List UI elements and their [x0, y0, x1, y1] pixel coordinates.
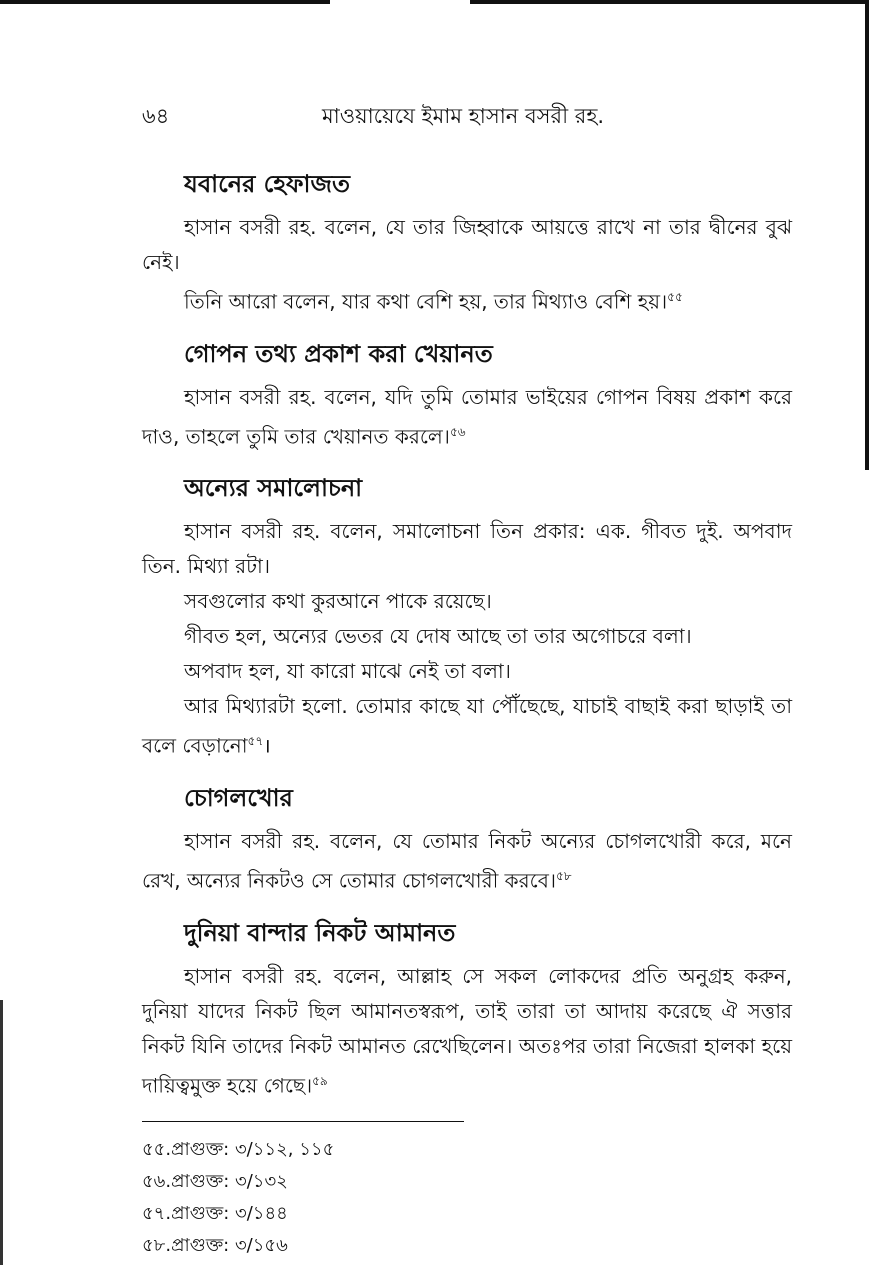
section: [142, 168, 792, 320]
paragraph: [142, 959, 792, 1104]
page-number: ৬৪: [142, 104, 170, 128]
paragraph: [142, 654, 792, 689]
footnote-divider: [142, 1121, 464, 1122]
section: [142, 338, 792, 455]
paragraph-text: হাসান বসরী রহ. বলেন, যে তার জিহ্বাকে আয়ত্তে রাখে না তার দ্বীনের বুঝ নেই।: [142, 215, 792, 274]
section-heading: দুনিয়া বান্দার নিকট আমানত: [184, 918, 456, 947]
paragraph-text: হাসান বসরী রহ. বলেন, যে তোমার নিকট অন্যের চোগলখোরী করে, মনে রেখ, অন্যের নিকটও সে তোমার চোগলখোরী করবে।: [142, 828, 792, 893]
paragraph-end: ।: [263, 733, 271, 758]
section: [142, 917, 792, 1104]
paragraph-text: গীবত হল, অন্যের ভেতর যে দোষ আছে তা তার অগোচরে বলা।: [184, 624, 692, 649]
paragraph-text: হাসান বসরী রহ. বলেন, আল্লাহ সে সকল লোকদের প্রতি অনুগ্রহ করুন, দুনিয়া যাদের নিকট ছিল আমানতস্বরূপ, তাই তারা তা আদায় করেছে ঐ সত্তার নিকট যিনি তাদের নিকট আমানত রেখেছিলেন। অতঃপর তারা নিজেরা হালকা হয়ে দায়িত্বমুক্ত হয়ে গেছে।: [142, 963, 792, 1098]
paragraph-text: অপবাদ হল, যা কারো মাঝে নেই তা বলা।: [184, 659, 511, 684]
paragraph: [142, 619, 792, 654]
section-heading: যবানের হেফাজত: [184, 170, 350, 198]
footnote-ref: ৫৬: [449, 424, 466, 439]
section-heading: চোগলখোর: [184, 783, 293, 812]
scan-edge-top-right: [470, 0, 869, 4]
scan-edge-left: [0, 1000, 3, 1265]
paragraph-text: সবগুলোর কথা কুরআনে পাকে রয়েছে।: [184, 589, 492, 614]
footnote: ৫৭.প্রাগুক্ত: ৩/১৪৪: [142, 1203, 288, 1225]
page-header: [142, 100, 792, 150]
footnote: ৫৫.প্রাগুক্ত: ৩/১১২, ১১৫: [142, 1139, 335, 1161]
footnote-ref: ৫৫: [667, 290, 683, 304]
paragraph: [142, 584, 792, 619]
section: [142, 782, 792, 899]
paragraph: [142, 280, 792, 320]
paragraph-text: আর মিথ্যারটা হলো. তোমার কাছে যা পৌঁছেছে, যাচাই বাছাই করা ছাড়াই তা বলে বেড়ানো: [142, 694, 792, 758]
paragraph-text: হাসান বসরী রহ. বলেন, সমালোচনা তিন প্রকার: এক. গীবত দুই. অপবাদ তিন. মিথ্যা রটা।: [142, 519, 792, 579]
footnote-ref: ৫৭: [247, 734, 264, 749]
running-title: মাওয়ায়েযে ইমাম হাসান বসরী রহ.: [322, 104, 605, 128]
section-heading: অন্যের সমালোচনা: [184, 474, 363, 503]
scan-edge-top-left: [0, 0, 330, 4]
paragraph-text: তিনি আরো বলেন, যার কথা বেশি হয়, তার মিথ্যাও বেশি হয়।: [184, 289, 668, 314]
footnote: ৫৮.প্রাগুক্ত: ৩/১৫৬: [142, 1235, 288, 1257]
paragraph: [142, 824, 792, 899]
footnote-ref: ৫৮: [556, 868, 572, 883]
footnote: ৫৬.প্রাগুক্ত: ৩/১৩২: [142, 1171, 288, 1193]
footnote-ref: ৫৯: [312, 1073, 328, 1088]
section-heading: গোপন তথ্য প্রকাশ করা খেয়ানত: [184, 339, 493, 368]
scan-edge-right: [865, 0, 869, 470]
book-page: [142, 100, 792, 1262]
paragraph: [142, 210, 792, 280]
paragraph: [142, 380, 792, 455]
paragraph: [142, 689, 792, 764]
paragraph-text: হাসান বসরী রহ. বলেন, যদি তুমি তোমার ভাইয়ের গোপন বিষয় প্রকাশ করে দাও, তাহলে তুমি তার খেয়ানত করলে।: [142, 384, 792, 449]
paragraph: [142, 514, 792, 584]
section: [142, 472, 792, 764]
